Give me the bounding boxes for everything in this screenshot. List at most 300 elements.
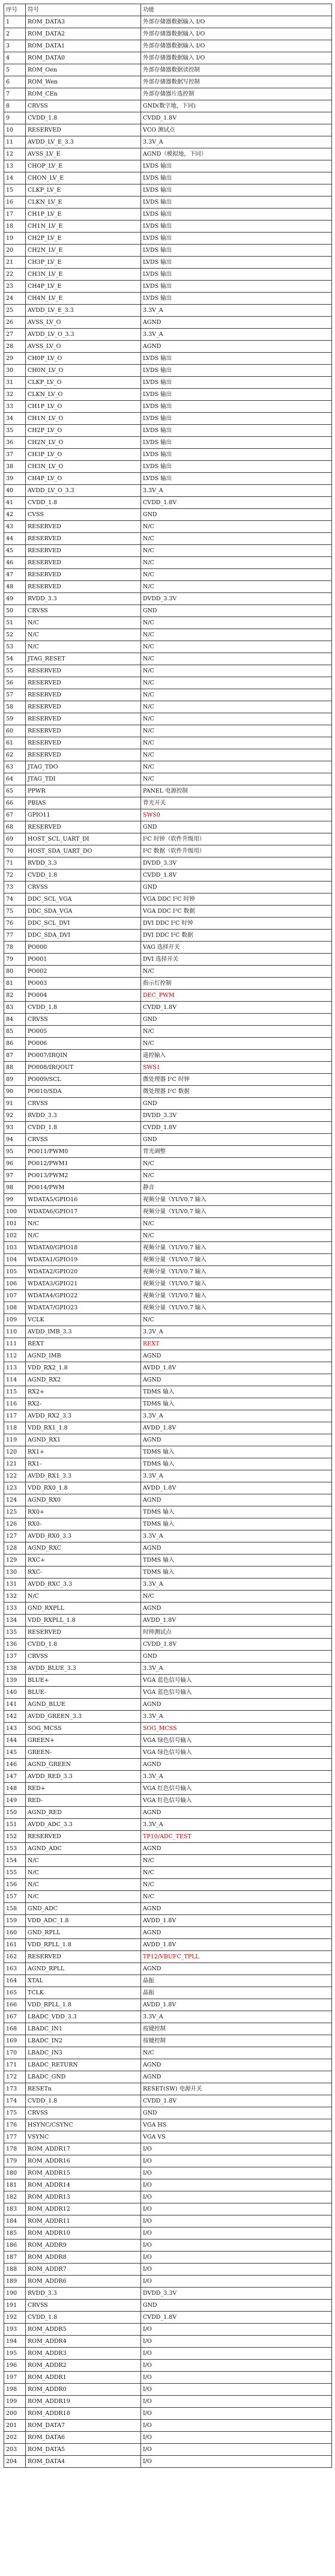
pin-symbol: ROM_ADDR1 — [26, 2372, 141, 2384]
pin-symbol: AGND_RXC — [26, 1542, 141, 1554]
pin-function: AGND — [141, 1963, 332, 1975]
pin-symbol: DDC_SDA_VGA — [26, 906, 141, 918]
pin-number: 94 — [4, 1134, 26, 1146]
pin-function: AGND — [141, 1350, 332, 1362]
pin-function: N/C — [141, 1026, 332, 1038]
pin-symbol: CVDD_1.8 — [26, 497, 141, 509]
pin-number: 191 — [4, 2300, 26, 2312]
pin-function: 外部存储器数据输入 I/O — [141, 28, 332, 40]
table-row — [4, 2456, 332, 2468]
pin-number: 147 — [4, 1771, 26, 1783]
pin-function: AGND — [141, 1542, 332, 1554]
pin-symbol: RESERVED — [26, 677, 141, 689]
pin-number: 163 — [4, 1963, 26, 1975]
pin-function: CVDD_1.8V — [141, 1122, 332, 1134]
table-row — [4, 2131, 332, 2143]
table-row — [4, 1699, 332, 1711]
pin-number: 141 — [4, 1699, 26, 1711]
table-row — [4, 1711, 332, 1723]
pin-number: 49 — [4, 593, 26, 605]
pin-number: 165 — [4, 1987, 26, 1999]
pin-function: LVDS 输出 — [141, 221, 332, 233]
pin-number: 154 — [4, 1855, 26, 1867]
pin-number: 1 — [4, 16, 26, 28]
pin-number: 65 — [4, 785, 26, 797]
pin-number: 24 — [4, 293, 26, 305]
pin-function: 静音 — [141, 1182, 332, 1194]
pin-symbol: CLKN_LV_O — [26, 389, 141, 401]
pin-symbol: PO003 — [26, 978, 141, 990]
pin-symbol: CH3P_LV_O — [26, 449, 141, 461]
pin-symbol: RED+ — [26, 1783, 141, 1795]
table-row — [4, 1266, 332, 1278]
table-row — [4, 1675, 332, 1687]
pin-function: 背光开关 — [141, 797, 332, 809]
table-row — [4, 401, 332, 413]
pin-symbol: JTAG_RESET — [26, 653, 141, 665]
pin-symbol: VCLK — [26, 1314, 141, 1326]
pin-number: 63 — [4, 761, 26, 773]
pin-number: 35 — [4, 425, 26, 437]
pin-function: I/O — [141, 2456, 332, 2468]
table-row — [4, 593, 332, 605]
pin-function: N/C — [141, 677, 332, 689]
pin-number: 146 — [4, 1759, 26, 1771]
pin-number: 196 — [4, 2360, 26, 2372]
pin-number: 113 — [4, 1362, 26, 1374]
pin-number: 116 — [4, 1398, 26, 1410]
pin-function: GND — [141, 882, 332, 894]
pin-symbol: CLKP_LV_E — [26, 184, 141, 196]
pin-function: PANEL 电源控制 — [141, 785, 332, 797]
pin-number: 174 — [4, 2095, 26, 2107]
pin-number: 3 — [4, 40, 26, 52]
pin-function: I/O — [141, 2408, 332, 2420]
pin-number: 45 — [4, 545, 26, 557]
table-row — [4, 449, 332, 461]
pin-symbol: CH1P_LV_E — [26, 209, 141, 221]
table-row — [4, 2203, 332, 2215]
table-row — [4, 1458, 332, 1470]
pin-function: DVI DDC I²C 数据 — [141, 930, 332, 942]
pin-symbol: CVDD_1.8 — [26, 2095, 141, 2107]
table-row — [4, 1554, 332, 1567]
pin-symbol: ROM_ADDR14 — [26, 2179, 141, 2191]
pin-number: 21 — [4, 257, 26, 269]
table-row — [4, 1050, 332, 1062]
pin-function: 视频分量（YUV0.7 输入 — [141, 1278, 332, 1290]
pin-symbol: XTAL — [26, 1975, 141, 1987]
table-row — [4, 1110, 332, 1122]
table-row — [4, 1987, 332, 1999]
pin-number: 152 — [4, 1831, 26, 1843]
pin-number: 132 — [4, 1591, 26, 1603]
pin-function: N/C — [141, 773, 332, 785]
pin-number: 194 — [4, 2336, 26, 2348]
pin-number: 71 — [4, 857, 26, 869]
table-row — [4, 1338, 332, 1350]
pin-function: TDMS 输入 — [141, 1518, 332, 1530]
pin-symbol: AVDD_IMB_3.3 — [26, 1326, 141, 1338]
pin-symbol: RESERVED — [26, 557, 141, 569]
table-row — [4, 1506, 332, 1518]
pin-function: TDMS 输入 — [141, 1506, 332, 1518]
pin-symbol: LBADC_GND — [26, 2071, 141, 2083]
pin-number: 129 — [4, 1554, 26, 1567]
table-row — [4, 2095, 332, 2107]
pin-symbol: HSYNC/CSYNC — [26, 2119, 141, 2131]
pin-symbol: ROM_ADDR13 — [26, 2191, 141, 2203]
table-row — [4, 930, 332, 942]
table-row — [4, 497, 332, 509]
pin-symbol: GPIO11 — [26, 809, 141, 821]
pin-symbol: CHOP_LV_E — [26, 160, 141, 172]
pin-number: 51 — [4, 617, 26, 629]
pin-symbol: ROM_ADDR8 — [26, 2252, 141, 2264]
table-row — [4, 377, 332, 389]
table-row — [4, 1182, 332, 1194]
pin-function: VGA 蓝色信号输入 — [141, 1687, 332, 1699]
pin-symbol: CRVSS — [26, 1014, 141, 1026]
pin-symbol: PO004 — [26, 990, 141, 1002]
table-row — [4, 365, 332, 377]
pin-function: VGA 绿色信号输入 — [141, 1735, 332, 1747]
pin-symbol: AGND_GREEN — [26, 1759, 141, 1771]
pin-symbol: CH2N_LV_O — [26, 437, 141, 449]
table-row — [4, 942, 332, 954]
pin-function: TDMS 输入 — [141, 1458, 332, 1470]
pin-number: 23 — [4, 281, 26, 293]
pin-function: LVDS 输出 — [141, 365, 332, 377]
pin-function: CVDD_1.8V — [141, 1002, 332, 1014]
pin-symbol: LBADC_RETURN — [26, 2059, 141, 2071]
pin-function: GND — [141, 509, 332, 521]
pin-number: 112 — [4, 1350, 26, 1362]
pin-symbol: N/C — [26, 617, 141, 629]
table-row — [4, 677, 332, 689]
pin-number: 9 — [4, 112, 26, 124]
table-row — [4, 1795, 332, 1807]
pin-number: 111 — [4, 1338, 26, 1350]
pin-number: 124 — [4, 1494, 26, 1506]
table-row — [4, 1855, 332, 1867]
pin-function: I²C 时钟（软件升级用） — [141, 833, 332, 845]
pin-function: N/C — [141, 569, 332, 581]
pin-function: N/C — [141, 725, 332, 737]
pin-function: I/O — [141, 2384, 332, 2396]
pin-number: 25 — [4, 305, 26, 317]
pin-number: 118 — [4, 1422, 26, 1434]
pin-symbol: WDATA6/GPIO17 — [26, 1206, 141, 1218]
table-row — [4, 1771, 332, 1783]
pin-number: 189 — [4, 2276, 26, 2288]
pin-number: 36 — [4, 437, 26, 449]
pin-symbol: CH0P_LV_O — [26, 353, 141, 365]
pin-symbol: N/C — [26, 641, 141, 653]
table-row — [4, 2215, 332, 2227]
pin-number: 125 — [4, 1506, 26, 1518]
pin-symbol: AGND_IMB — [26, 1350, 141, 1362]
pin-symbol: RESERVED — [26, 689, 141, 701]
pin-function: I/O — [141, 2252, 332, 2264]
pin-function: LVDS 输出 — [141, 245, 332, 257]
pin-number: 29 — [4, 353, 26, 365]
pin-function: 微处理器 I²C 数据 — [141, 1086, 332, 1098]
pin-symbol: ROM_DATA6 — [26, 2432, 141, 2444]
pin-function: VGA VS — [141, 2131, 332, 2143]
pin-function: N/C — [141, 533, 332, 545]
pin-function: N/C — [141, 966, 332, 978]
pin-function: I/O — [141, 2264, 332, 2276]
table-row — [4, 2240, 332, 2252]
pin-number: 85 — [4, 1026, 26, 1038]
table-row — [4, 1014, 332, 1026]
pin-number: 186 — [4, 2240, 26, 2252]
pin-function: 外部存储器片选控制 — [141, 88, 332, 100]
pin-function: AVDD_1.8V — [141, 1915, 332, 1927]
pin-symbol: VSYNC — [26, 2131, 141, 2143]
pin-symbol: WDATA5/GPIO16 — [26, 1194, 141, 1206]
table-row — [4, 1783, 332, 1795]
table-row — [4, 954, 332, 966]
pin-number: 27 — [4, 329, 26, 341]
pin-symbol: ROM_DATA5 — [26, 2444, 141, 2456]
table-row — [4, 2408, 332, 2420]
pin-symbol: VDD_RPLL_1.8 — [26, 1999, 141, 2011]
pin-symbol: RESERVED — [26, 521, 141, 533]
pin-function: LVDS 输出 — [141, 257, 332, 269]
pin-symbol: WDATA4/GPIO22 — [26, 1290, 141, 1302]
table-row — [4, 196, 332, 209]
pin-function: AGND — [141, 2059, 332, 2071]
table-row — [4, 1482, 332, 1494]
pin-number: 110 — [4, 1326, 26, 1338]
table-row — [4, 2071, 332, 2083]
table-row — [4, 1302, 332, 1314]
pin-function: DVDD_3.3V — [141, 2288, 332, 2300]
pin-function: TDMS 输入 — [141, 1567, 332, 1579]
pin-number: 117 — [4, 1410, 26, 1422]
pin-number: 203 — [4, 2444, 26, 2456]
table-row — [4, 906, 332, 918]
table-row — [4, 2023, 332, 2035]
table-row — [4, 737, 332, 749]
table-row — [4, 485, 332, 497]
table-row — [4, 1002, 332, 1014]
pin-symbol: PO005 — [26, 1026, 141, 1038]
pin-symbol: AVDD_LV_O_3.3 — [26, 485, 141, 497]
header-row — [4, 4, 332, 16]
pin-symbol: WDATA1/GPIO19 — [26, 1254, 141, 1266]
pin-function: I/O — [141, 2191, 332, 2203]
pin-function: AGND — [141, 1843, 332, 1855]
pin-function: DVI 选择开关 — [141, 954, 332, 966]
table-row — [4, 1194, 332, 1206]
pin-number: 109 — [4, 1314, 26, 1326]
table-row — [4, 1687, 332, 1699]
table-row — [4, 1434, 332, 1446]
pin-symbol: RESERVED — [26, 749, 141, 761]
table-row — [4, 1074, 332, 1086]
pin-function: 3.3V_A — [141, 1663, 332, 1675]
pin-number: 167 — [4, 2011, 26, 2023]
pin-number: 170 — [4, 2047, 26, 2059]
table-row — [4, 2396, 332, 2408]
pin-function: N/C — [141, 581, 332, 593]
pin-function: TDMS 输入 — [141, 1398, 332, 1410]
table-row — [4, 1398, 332, 1410]
pin-number: 96 — [4, 1158, 26, 1170]
pin-function: 3.3V_A — [141, 136, 332, 148]
pin-number: 103 — [4, 1242, 26, 1254]
table-row — [4, 1134, 332, 1146]
pin-symbol: CVDD_1.8 — [26, 1002, 141, 1014]
pin-function: I/O — [141, 2227, 332, 2240]
table-row — [4, 1038, 332, 1050]
pin-number: 143 — [4, 1723, 26, 1735]
pin-number: 7 — [4, 88, 26, 100]
table-row — [4, 233, 332, 245]
pin-number: 69 — [4, 833, 26, 845]
pin-function: N/C — [141, 653, 332, 665]
pin-number: 62 — [4, 749, 26, 761]
pin-symbol: CRVSS — [26, 1098, 141, 1110]
pin-number: 188 — [4, 2264, 26, 2276]
pin-number: 162 — [4, 1951, 26, 1963]
table-row — [4, 1122, 332, 1134]
pin-function: GND — [141, 2300, 332, 2312]
pin-number: 182 — [4, 2191, 26, 2203]
pin-number: 127 — [4, 1530, 26, 1542]
pin-symbol: AVDD_GREEN_3.3 — [26, 1711, 141, 1723]
pin-symbol: PO000 — [26, 942, 141, 954]
pin-number: 89 — [4, 1074, 26, 1086]
pin-symbol: RVDD_3.3 — [26, 1110, 141, 1122]
pin-number: 161 — [4, 1939, 26, 1951]
table-row — [4, 1819, 332, 1831]
pin-number: 158 — [4, 1903, 26, 1915]
pin-number: 151 — [4, 1819, 26, 1831]
pin-function: 指示灯控制 — [141, 978, 332, 990]
table-header — [4, 4, 332, 16]
pin-number: 64 — [4, 773, 26, 785]
table-row — [4, 2035, 332, 2047]
table-row — [4, 269, 332, 281]
pin-number: 138 — [4, 1663, 26, 1675]
pin-number: 150 — [4, 1807, 26, 1819]
table-row — [4, 821, 332, 833]
pin-symbol: ROM_ADDR18 — [26, 2408, 141, 2420]
table-row — [4, 413, 332, 425]
pin-number: 166 — [4, 1999, 26, 2011]
pin-function: LVDS 输出 — [141, 172, 332, 184]
pin-number: 95 — [4, 1146, 26, 1158]
table-row — [4, 2336, 332, 2348]
pin-symbol: AGND_ADC — [26, 1843, 141, 1855]
pin-number: 39 — [4, 473, 26, 485]
pin-function: 3.3V_A — [141, 1530, 332, 1542]
pin-symbol: LBADC_IN3 — [26, 2047, 141, 2059]
table-row — [4, 425, 332, 437]
table-row — [4, 1386, 332, 1398]
pin-function: AGND（模拟地，下同） — [141, 148, 332, 160]
pin-number: 20 — [4, 245, 26, 257]
pin-number: 66 — [4, 797, 26, 809]
pin-function: 外部存储器数据输入 I/O — [141, 16, 332, 28]
pin-symbol: CH1P_LV_O — [26, 401, 141, 413]
pin-number: 101 — [4, 1218, 26, 1230]
table-row — [4, 305, 332, 317]
pin-symbol: ROM_ADDR10 — [26, 2227, 141, 2240]
pin-function: N/C — [141, 665, 332, 677]
table-row — [4, 557, 332, 569]
table-row — [4, 1518, 332, 1530]
table-row — [4, 569, 332, 581]
pin-symbol: ROM_ADDR5 — [26, 2324, 141, 2336]
pin-function: CVDD_1.8V — [141, 1639, 332, 1651]
pin-number: 201 — [4, 2420, 26, 2432]
pin-number: 122 — [4, 1470, 26, 1482]
pin-number: 176 — [4, 2119, 26, 2131]
table-row — [4, 605, 332, 617]
table-row — [4, 1627, 332, 1639]
table-row — [4, 761, 332, 773]
pin-function: LVDS 输出 — [141, 184, 332, 196]
pin-symbol: PO008/IRQOUT — [26, 1062, 141, 1074]
pin-number: 142 — [4, 1711, 26, 1723]
pin-symbol: CVDD_1.8 — [26, 2312, 141, 2324]
table-row — [4, 341, 332, 353]
pin-function: 3.3V_A — [141, 1819, 332, 1831]
pin-function: 外部存储器数据读控制 — [141, 64, 332, 76]
pin-function: VGA 蓝色信号输入 — [141, 1675, 332, 1687]
table-row — [4, 713, 332, 725]
pin-symbol: RESERVED — [26, 821, 141, 833]
pin-symbol: VDD_RPLL_1.8 — [26, 1939, 141, 1951]
table-row — [4, 52, 332, 64]
pin-number: 173 — [4, 2083, 26, 2095]
pin-symbol: PO009/SCL — [26, 1074, 141, 1086]
pin-function: LVDS 输出 — [141, 377, 332, 389]
pin-function: N/C — [141, 737, 332, 749]
pin-symbol: ROM_DATA7 — [26, 2420, 141, 2432]
pin-function: SOG_MCSS — [141, 1723, 332, 1735]
pin-function: 微处理器 I²C 时钟 — [141, 1074, 332, 1086]
table-row — [4, 389, 332, 401]
pin-function: VGA DDC I²C 数据 — [141, 906, 332, 918]
pin-number: 107 — [4, 1290, 26, 1302]
table-row — [4, 1567, 332, 1579]
pin-number: 54 — [4, 653, 26, 665]
header-symbol: 符号 — [26, 4, 141, 16]
pin-symbol: N/C — [26, 1230, 141, 1242]
table-row — [4, 1542, 332, 1554]
pin-function: 视频分量（YUV0.7 输入 — [141, 1254, 332, 1266]
pin-function: LVDS 输出 — [141, 281, 332, 293]
pin-symbol: AGND_RX1 — [26, 1434, 141, 1446]
pin-symbol: PO012/PWM1 — [26, 1158, 141, 1170]
pin-number: 92 — [4, 1110, 26, 1122]
pin-number: 17 — [4, 209, 26, 221]
pin-number: 74 — [4, 894, 26, 906]
pin-function: LVDS 输出 — [141, 233, 332, 245]
pin-number: 42 — [4, 509, 26, 521]
pin-number: 53 — [4, 641, 26, 653]
pin-number: 10 — [4, 124, 26, 136]
pin-function: AVDD_1.8V — [141, 1615, 332, 1627]
pin-symbol: AVDD_RX2_3.3 — [26, 1410, 141, 1422]
table-row — [4, 2252, 332, 2264]
